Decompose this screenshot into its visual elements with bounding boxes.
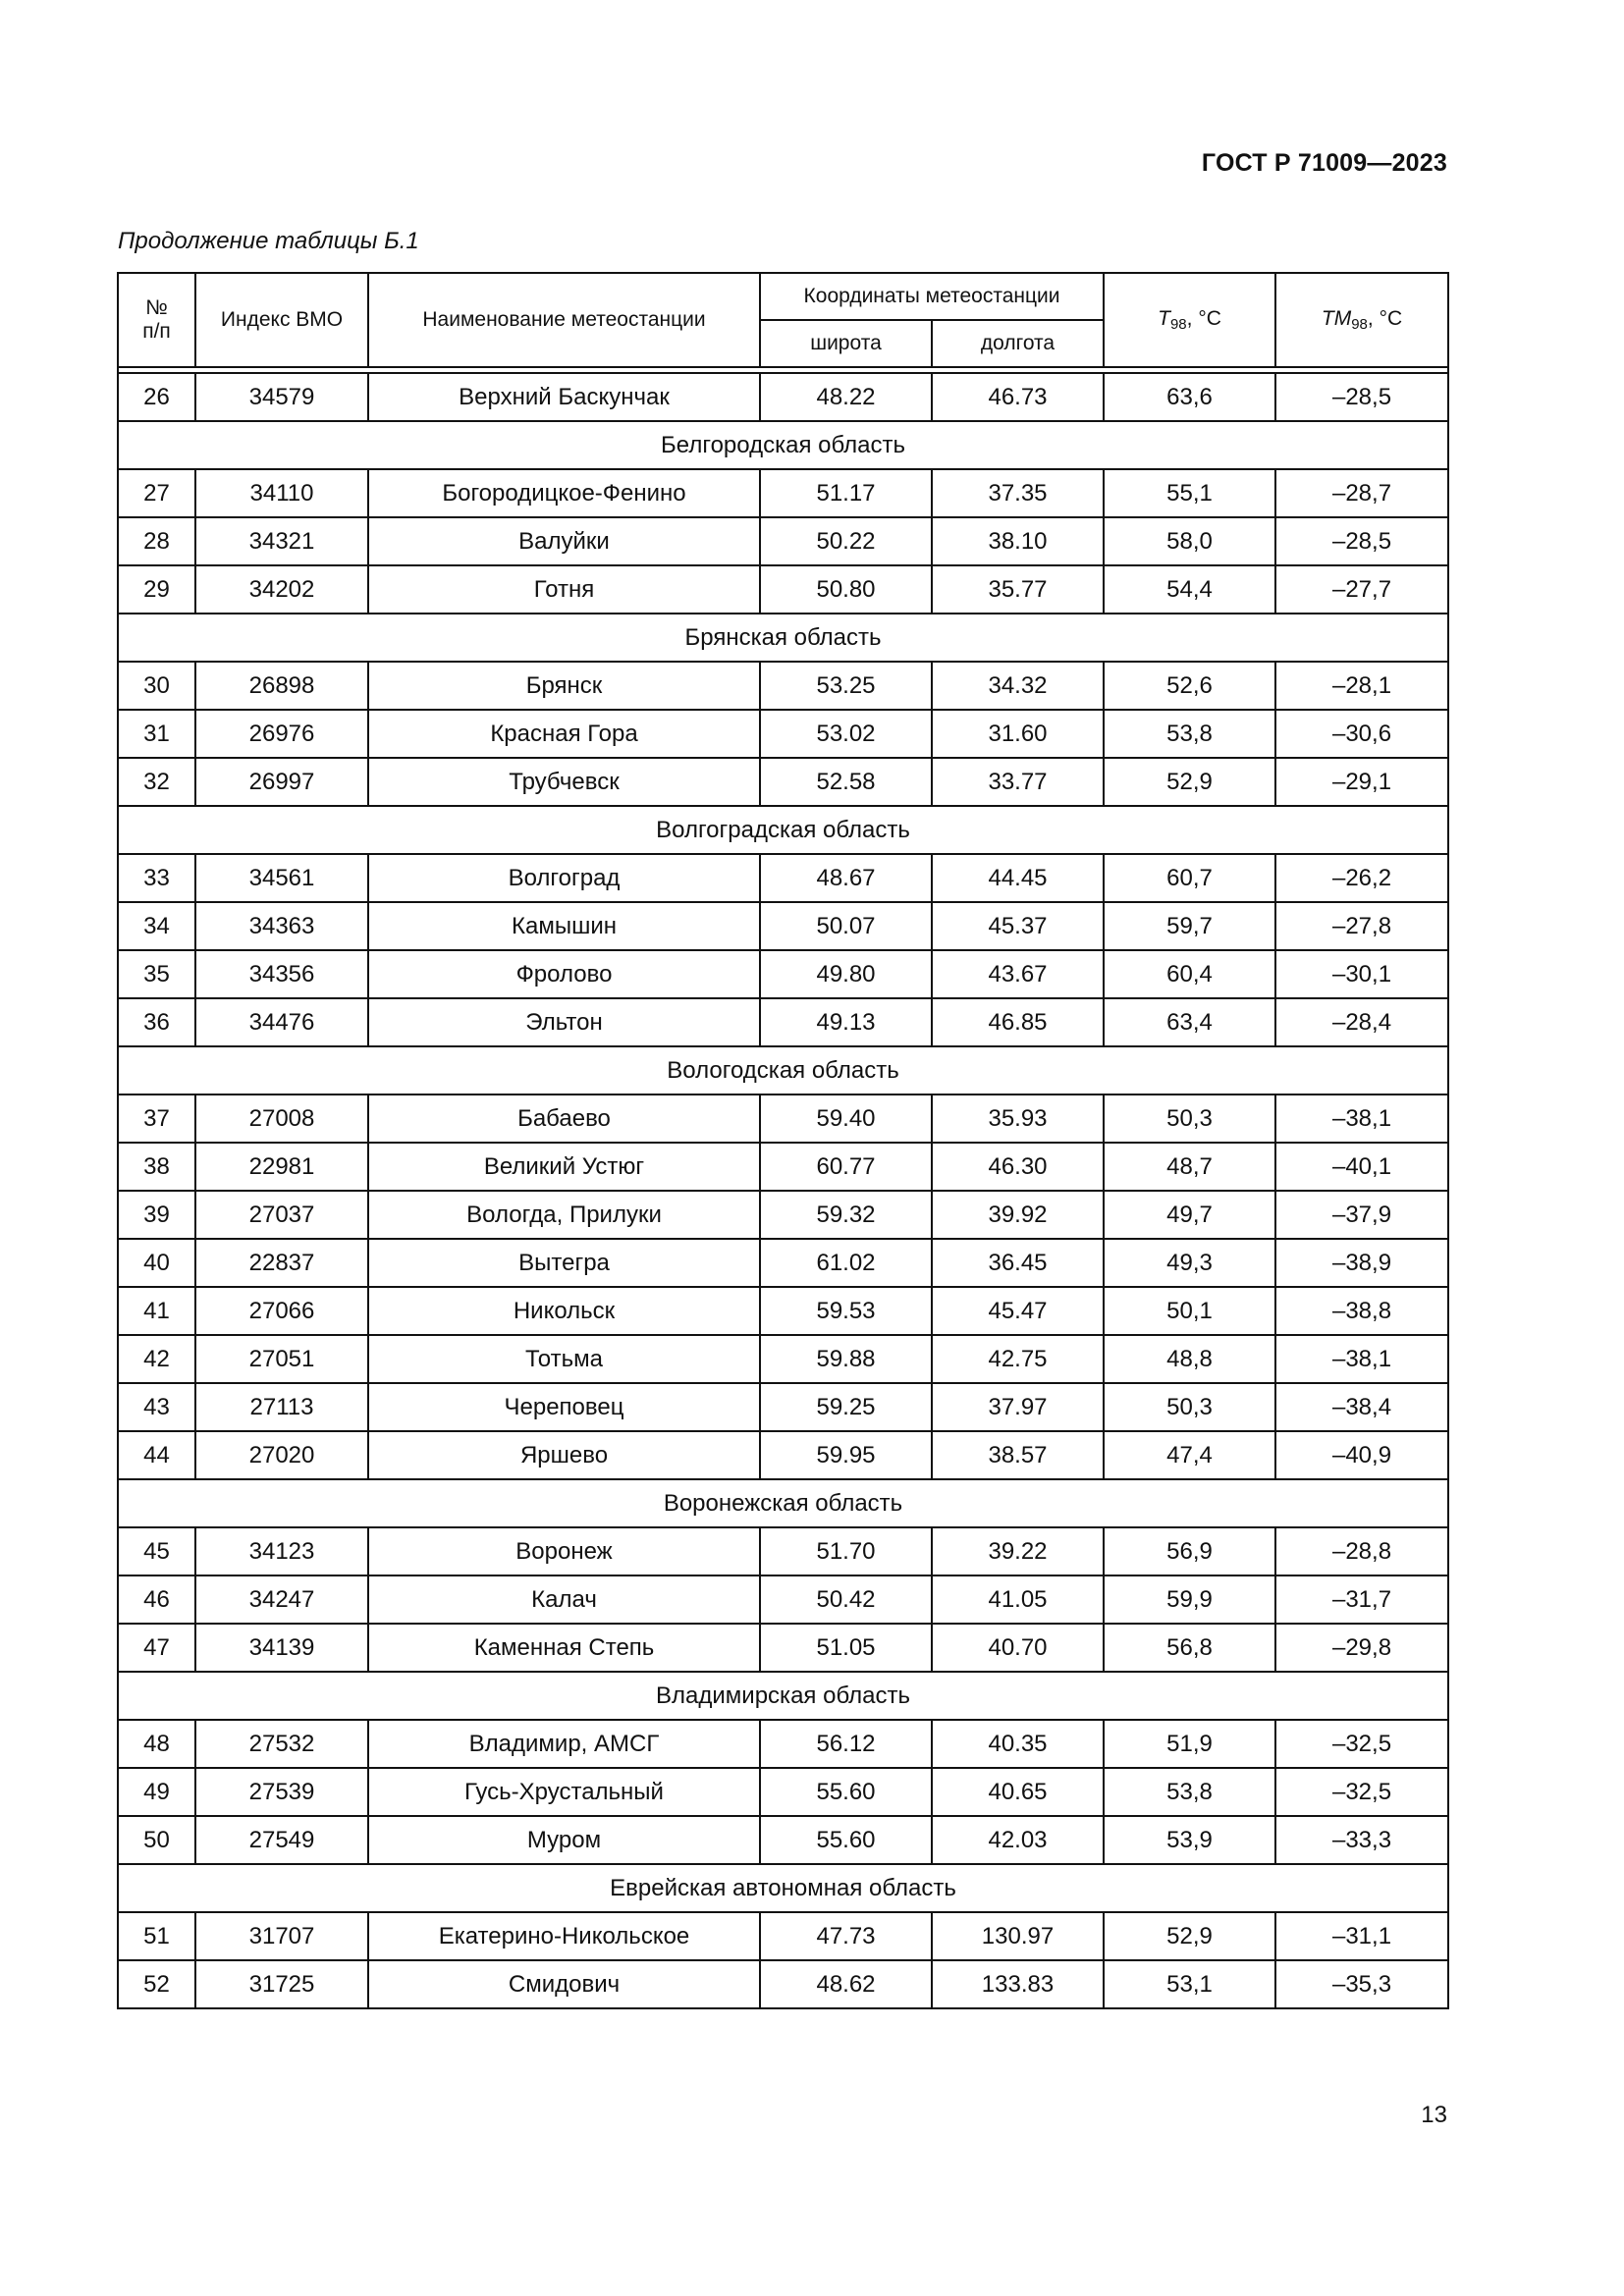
row-t98: 49,3 (1104, 1239, 1275, 1287)
row-station-name: Воронеж (368, 1527, 760, 1575)
row-num: 36 (118, 998, 195, 1046)
row-tm98: –40,9 (1275, 1431, 1448, 1479)
row-t98: 50,1 (1104, 1287, 1275, 1335)
table-row (118, 1527, 1448, 1575)
row-longitude: 133.83 (932, 1960, 1104, 2008)
region-name: Белгородская область (118, 421, 1448, 469)
row-wmo-index: 27008 (195, 1095, 368, 1143)
row-tm98: –29,8 (1275, 1624, 1448, 1672)
table-row (118, 1624, 1448, 1672)
table-header (118, 273, 1448, 373)
header-coordinates: Координаты метеостанции (760, 273, 1104, 320)
row-longitude: 40.65 (932, 1768, 1104, 1816)
table-row (118, 950, 1448, 998)
row-t98: 63,4 (1104, 998, 1275, 1046)
table-row (118, 1575, 1448, 1624)
table-row (118, 1335, 1448, 1383)
row-latitude: 53.02 (760, 710, 932, 758)
row-tm98: –40,1 (1275, 1143, 1448, 1191)
header-latitude: широта (760, 320, 932, 367)
row-t98: 56,8 (1104, 1624, 1275, 1672)
table-row (118, 1912, 1448, 1960)
row-tm98: –29,1 (1275, 758, 1448, 806)
row-longitude: 42.03 (932, 1816, 1104, 1864)
row-latitude: 49.13 (760, 998, 932, 1046)
row-num: 29 (118, 565, 195, 614)
row-station-name: Владимир, АМСГ (368, 1720, 760, 1768)
row-t98: 53,8 (1104, 710, 1275, 758)
row-tm98: –27,7 (1275, 565, 1448, 614)
row-num: 33 (118, 854, 195, 902)
row-t98: 53,1 (1104, 1960, 1275, 2008)
row-num: 30 (118, 662, 195, 710)
row-t98: 56,9 (1104, 1527, 1275, 1575)
row-t98: 54,4 (1104, 565, 1275, 614)
table-row (118, 1816, 1448, 1864)
table-row (118, 998, 1448, 1046)
row-station-name: Фролово (368, 950, 760, 998)
row-tm98: –38,8 (1275, 1287, 1448, 1335)
row-wmo-index: 27020 (195, 1431, 368, 1479)
row-station-name: Каменная Степь (368, 1624, 760, 1672)
row-num: 28 (118, 517, 195, 565)
row-tm98: –38,1 (1275, 1335, 1448, 1383)
row-num: 50 (118, 1816, 195, 1864)
row-t98: 60,7 (1104, 854, 1275, 902)
page-number: 13 (1421, 2102, 1447, 2128)
row-latitude: 55.60 (760, 1768, 932, 1816)
region-name: Владимирская область (118, 1672, 1448, 1720)
row-t98: 59,7 (1104, 902, 1275, 950)
table-row (118, 1191, 1448, 1239)
row-t98: 47,4 (1104, 1431, 1275, 1479)
table-row (118, 662, 1448, 710)
row-num: 43 (118, 1383, 195, 1431)
row-t98: 52,9 (1104, 758, 1275, 806)
row-tm98: –32,5 (1275, 1720, 1448, 1768)
row-num: 41 (118, 1287, 195, 1335)
row-wmo-index: 31707 (195, 1912, 368, 1960)
row-longitude: 36.45 (932, 1239, 1104, 1287)
row-longitude: 39.92 (932, 1191, 1104, 1239)
row-wmo-index: 34579 (195, 373, 368, 421)
row-num: 48 (118, 1720, 195, 1768)
row-station-name: Смидович (368, 1960, 760, 2008)
row-latitude: 61.02 (760, 1239, 932, 1287)
region-row (118, 421, 1448, 469)
row-longitude: 40.35 (932, 1720, 1104, 1768)
row-wmo-index: 27037 (195, 1191, 368, 1239)
row-tm98: –28,5 (1275, 517, 1448, 565)
row-latitude: 59.88 (760, 1335, 932, 1383)
row-wmo-index: 34123 (195, 1527, 368, 1575)
row-wmo-index: 34363 (195, 902, 368, 950)
row-longitude: 40.70 (932, 1624, 1104, 1672)
row-t98: 48,7 (1104, 1143, 1275, 1191)
table-row (118, 517, 1448, 565)
row-wmo-index: 22981 (195, 1143, 368, 1191)
row-station-name: Великий Устюг (368, 1143, 760, 1191)
region-name: Вологодская область (118, 1046, 1448, 1095)
row-num: 27 (118, 469, 195, 517)
table-row (118, 469, 1448, 517)
row-longitude: 46.85 (932, 998, 1104, 1046)
row-station-name: Вологда, Прилуки (368, 1191, 760, 1239)
row-wmo-index: 22837 (195, 1239, 368, 1287)
row-longitude: 37.97 (932, 1383, 1104, 1431)
row-longitude: 41.05 (932, 1575, 1104, 1624)
row-t98: 48,8 (1104, 1335, 1275, 1383)
row-wmo-index: 27549 (195, 1816, 368, 1864)
row-station-name: Валуйки (368, 517, 760, 565)
row-station-name: Никольск (368, 1287, 760, 1335)
row-t98: 52,6 (1104, 662, 1275, 710)
row-longitude: 34.32 (932, 662, 1104, 710)
row-longitude: 37.35 (932, 469, 1104, 517)
region-name: Волгоградская область (118, 806, 1448, 854)
row-latitude: 48.22 (760, 373, 932, 421)
row-t98: 55,1 (1104, 469, 1275, 517)
row-tm98: –37,9 (1275, 1191, 1448, 1239)
header-wmo-index: Индекс ВМО (195, 273, 368, 367)
row-t98: 53,9 (1104, 1816, 1275, 1864)
row-station-name: Камышин (368, 902, 760, 950)
row-latitude: 50.42 (760, 1575, 932, 1624)
row-num: 45 (118, 1527, 195, 1575)
row-station-name: Тотьма (368, 1335, 760, 1383)
table-row (118, 1383, 1448, 1431)
row-t98: 50,3 (1104, 1383, 1275, 1431)
row-latitude: 51.17 (760, 469, 932, 517)
row-wmo-index: 27532 (195, 1720, 368, 1768)
row-station-name: Муром (368, 1816, 760, 1864)
row-station-name: Вытегра (368, 1239, 760, 1287)
row-station-name: Богородицкое-Фенино (368, 469, 760, 517)
row-longitude: 35.93 (932, 1095, 1104, 1143)
row-wmo-index: 26976 (195, 710, 368, 758)
document-code: ГОСТ Р 71009—2023 (1201, 149, 1447, 177)
header-longitude: долгота (932, 320, 1104, 367)
row-t98: 49,7 (1104, 1191, 1275, 1239)
row-station-name: Екатерино-Никольское (368, 1912, 760, 1960)
row-tm98: –28,4 (1275, 998, 1448, 1046)
row-tm98: –31,7 (1275, 1575, 1448, 1624)
row-longitude: 38.10 (932, 517, 1104, 565)
row-tm98: –27,8 (1275, 902, 1448, 950)
row-t98: 51,9 (1104, 1720, 1275, 1768)
row-tm98: –38,9 (1275, 1239, 1448, 1287)
row-num: 47 (118, 1624, 195, 1672)
row-latitude: 49.80 (760, 950, 932, 998)
table-row (118, 902, 1448, 950)
row-t98: 53,8 (1104, 1768, 1275, 1816)
table-row (118, 1431, 1448, 1479)
row-num: 31 (118, 710, 195, 758)
row-longitude: 130.97 (932, 1912, 1104, 1960)
table-row (118, 373, 1448, 421)
row-station-name: Готня (368, 565, 760, 614)
row-longitude: 44.45 (932, 854, 1104, 902)
region-row (118, 806, 1448, 854)
row-wmo-index: 34202 (195, 565, 368, 614)
row-tm98: –30,1 (1275, 950, 1448, 998)
row-wmo-index: 27051 (195, 1335, 368, 1383)
row-wmo-index: 34561 (195, 854, 368, 902)
stations-table (117, 272, 1449, 2009)
table-caption: Продолжение таблицы Б.1 (118, 228, 419, 254)
row-wmo-index: 26997 (195, 758, 368, 806)
row-latitude: 47.73 (760, 1912, 932, 1960)
row-latitude: 55.60 (760, 1816, 932, 1864)
row-num: 51 (118, 1912, 195, 1960)
row-latitude: 60.77 (760, 1143, 932, 1191)
table-body (118, 373, 1448, 2008)
row-t98: 60,4 (1104, 950, 1275, 998)
row-tm98: –32,5 (1275, 1768, 1448, 1816)
row-station-name: Эльтон (368, 998, 760, 1046)
row-latitude: 56.12 (760, 1720, 932, 1768)
row-num: 44 (118, 1431, 195, 1479)
row-num: 26 (118, 373, 195, 421)
row-num: 46 (118, 1575, 195, 1624)
row-num: 34 (118, 902, 195, 950)
row-wmo-index: 34139 (195, 1624, 368, 1672)
row-num: 52 (118, 1960, 195, 2008)
region-name: Брянская область (118, 614, 1448, 662)
row-latitude: 51.70 (760, 1527, 932, 1575)
row-station-name: Бабаево (368, 1095, 760, 1143)
region-row (118, 1046, 1448, 1095)
row-longitude: 35.77 (932, 565, 1104, 614)
row-longitude: 42.75 (932, 1335, 1104, 1383)
row-station-name: Трубчевск (368, 758, 760, 806)
row-wmo-index: 34321 (195, 517, 368, 565)
row-t98: 58,0 (1104, 517, 1275, 565)
row-latitude: 50.07 (760, 902, 932, 950)
region-row (118, 1479, 1448, 1527)
row-latitude: 59.40 (760, 1095, 932, 1143)
row-latitude: 59.25 (760, 1383, 932, 1431)
row-longitude: 45.47 (932, 1287, 1104, 1335)
row-tm98: –31,1 (1275, 1912, 1448, 1960)
row-longitude: 46.30 (932, 1143, 1104, 1191)
region-row (118, 614, 1448, 662)
row-tm98: –28,8 (1275, 1527, 1448, 1575)
row-t98: 52,9 (1104, 1912, 1275, 1960)
row-num: 32 (118, 758, 195, 806)
header-tm98: $TM_{98}$, °C (1275, 273, 1448, 367)
row-num: 35 (118, 950, 195, 998)
row-station-name: Гусь-Хрустальный (368, 1768, 760, 1816)
row-wmo-index: 34356 (195, 950, 368, 998)
row-num: 42 (118, 1335, 195, 1383)
row-latitude: 59.53 (760, 1287, 932, 1335)
table-row (118, 1143, 1448, 1191)
row-wmo-index: 31725 (195, 1960, 368, 2008)
row-longitude: 43.67 (932, 950, 1104, 998)
row-tm98: –28,7 (1275, 469, 1448, 517)
row-wmo-index: 34110 (195, 469, 368, 517)
table-row (118, 1239, 1448, 1287)
row-wmo-index: 34476 (195, 998, 368, 1046)
row-num: 49 (118, 1768, 195, 1816)
row-longitude: 46.73 (932, 373, 1104, 421)
row-longitude: 31.60 (932, 710, 1104, 758)
row-latitude: 48.67 (760, 854, 932, 902)
row-t98: 63,6 (1104, 373, 1275, 421)
row-latitude: 51.05 (760, 1624, 932, 1672)
row-wmo-index: 27066 (195, 1287, 368, 1335)
header-t98: $T_{98}$, °C (1104, 273, 1275, 367)
row-station-name: Калач (368, 1575, 760, 1624)
row-latitude: 50.80 (760, 565, 932, 614)
row-latitude: 52.58 (760, 758, 932, 806)
row-wmo-index: 34247 (195, 1575, 368, 1624)
row-station-name: Брянск (368, 662, 760, 710)
row-latitude: 59.95 (760, 1431, 932, 1479)
row-tm98: –38,4 (1275, 1383, 1448, 1431)
table-row (118, 1095, 1448, 1143)
row-num: 37 (118, 1095, 195, 1143)
row-longitude: 45.37 (932, 902, 1104, 950)
row-tm98: –26,2 (1275, 854, 1448, 902)
row-tm98: –30,6 (1275, 710, 1448, 758)
row-tm98: –28,1 (1275, 662, 1448, 710)
table-row (118, 1720, 1448, 1768)
row-station-name: Череповец (368, 1383, 760, 1431)
row-latitude: 59.32 (760, 1191, 932, 1239)
row-station-name: Яршево (368, 1431, 760, 1479)
row-wmo-index: 27113 (195, 1383, 368, 1431)
row-station-name: Красная Гора (368, 710, 760, 758)
table-row (118, 1768, 1448, 1816)
row-tm98: –28,5 (1275, 373, 1448, 421)
header-num: № п/п (118, 273, 195, 367)
row-t98: 50,3 (1104, 1095, 1275, 1143)
table-row (118, 758, 1448, 806)
row-longitude: 33.77 (932, 758, 1104, 806)
row-latitude: 48.62 (760, 1960, 932, 2008)
table-row (118, 1287, 1448, 1335)
row-tm98: –33,3 (1275, 1816, 1448, 1864)
row-wmo-index: 26898 (195, 662, 368, 710)
region-name: Воронежская область (118, 1479, 1448, 1527)
row-t98: 59,9 (1104, 1575, 1275, 1624)
row-wmo-index: 27539 (195, 1768, 368, 1816)
row-num: 39 (118, 1191, 195, 1239)
row-tm98: –35,3 (1275, 1960, 1448, 2008)
row-latitude: 53.25 (760, 662, 932, 710)
table-row (118, 565, 1448, 614)
row-station-name: Волгоград (368, 854, 760, 902)
row-tm98: –38,1 (1275, 1095, 1448, 1143)
region-name: Еврейская автономная область (118, 1864, 1448, 1912)
row-station-name: Верхний Баскунчак (368, 373, 760, 421)
header-station-name: Наименование метеостанции (368, 273, 760, 367)
row-longitude: 38.57 (932, 1431, 1104, 1479)
region-row (118, 1864, 1448, 1912)
table-row (118, 854, 1448, 902)
table-row (118, 1960, 1448, 2008)
table-row (118, 710, 1448, 758)
row-num: 38 (118, 1143, 195, 1191)
row-longitude: 39.22 (932, 1527, 1104, 1575)
row-num: 40 (118, 1239, 195, 1287)
region-row (118, 1672, 1448, 1720)
row-latitude: 50.22 (760, 517, 932, 565)
